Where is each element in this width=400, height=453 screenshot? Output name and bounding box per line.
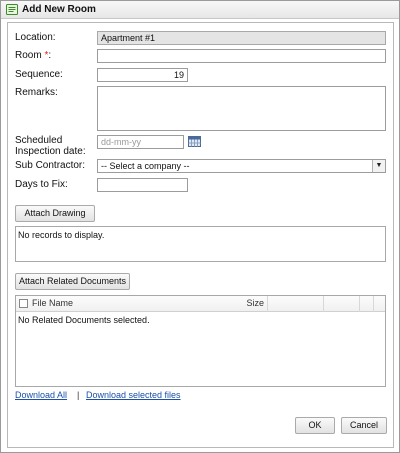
location-label: Location:	[15, 32, 56, 43]
chevron-down-icon[interactable]: ▼	[372, 160, 385, 172]
grid-header-column	[360, 296, 374, 312]
days-to-fix-input[interactable]	[97, 178, 188, 192]
sequence-label: Sequence:	[15, 69, 63, 80]
days-to-fix-label: Days to Fix:	[15, 179, 68, 190]
grid-header-column	[268, 296, 324, 312]
sequence-input[interactable]: 19	[97, 68, 188, 82]
download-all-link[interactable]: Download All	[15, 390, 68, 400]
cancel-button[interactable]: Cancel	[341, 417, 387, 434]
link-separator: |	[77, 390, 80, 400]
sub-contractor-label: Sub Contractor:	[15, 160, 86, 171]
inspection-date-label: Scheduled Inspection date:	[15, 135, 86, 157]
download-selected-link[interactable]: Download selected files	[86, 390, 181, 400]
room-input[interactable]	[97, 49, 386, 63]
select-all-checkbox[interactable]	[19, 299, 28, 308]
attach-drawing-button[interactable]: Attach Drawing	[15, 205, 95, 222]
form-icon	[6, 4, 18, 15]
dialog-body	[7, 22, 394, 448]
file-name-column-header[interactable]: File Name	[16, 296, 268, 312]
grid-header-column	[324, 296, 360, 312]
room-label: Room *:	[15, 50, 52, 61]
documents-grid	[15, 295, 386, 387]
location-field: Apartment #1	[97, 31, 386, 45]
dialog-titlebar	[1, 1, 399, 19]
drawings-empty-text: No records to display.	[18, 230, 105, 240]
size-column-header[interactable]: Size	[221, 296, 268, 312]
drawings-list	[15, 226, 386, 262]
sub-contractor-select[interactable]: -- Select a company -- ▼	[97, 159, 386, 173]
dialog-title: Add New Room	[22, 4, 96, 15]
remarks-textarea[interactable]	[97, 86, 386, 131]
required-marker: *	[44, 50, 49, 61]
documents-grid-header	[16, 296, 385, 312]
documents-empty-text: No Related Documents selected.	[18, 315, 150, 325]
calendar-icon[interactable]	[188, 136, 201, 147]
inspection-date-input[interactable]: dd-mm-yy	[97, 135, 184, 149]
attach-documents-button[interactable]: Attach Related Documents	[15, 273, 130, 290]
ok-button[interactable]: OK	[295, 417, 335, 434]
remarks-label: Remarks:	[15, 87, 58, 98]
